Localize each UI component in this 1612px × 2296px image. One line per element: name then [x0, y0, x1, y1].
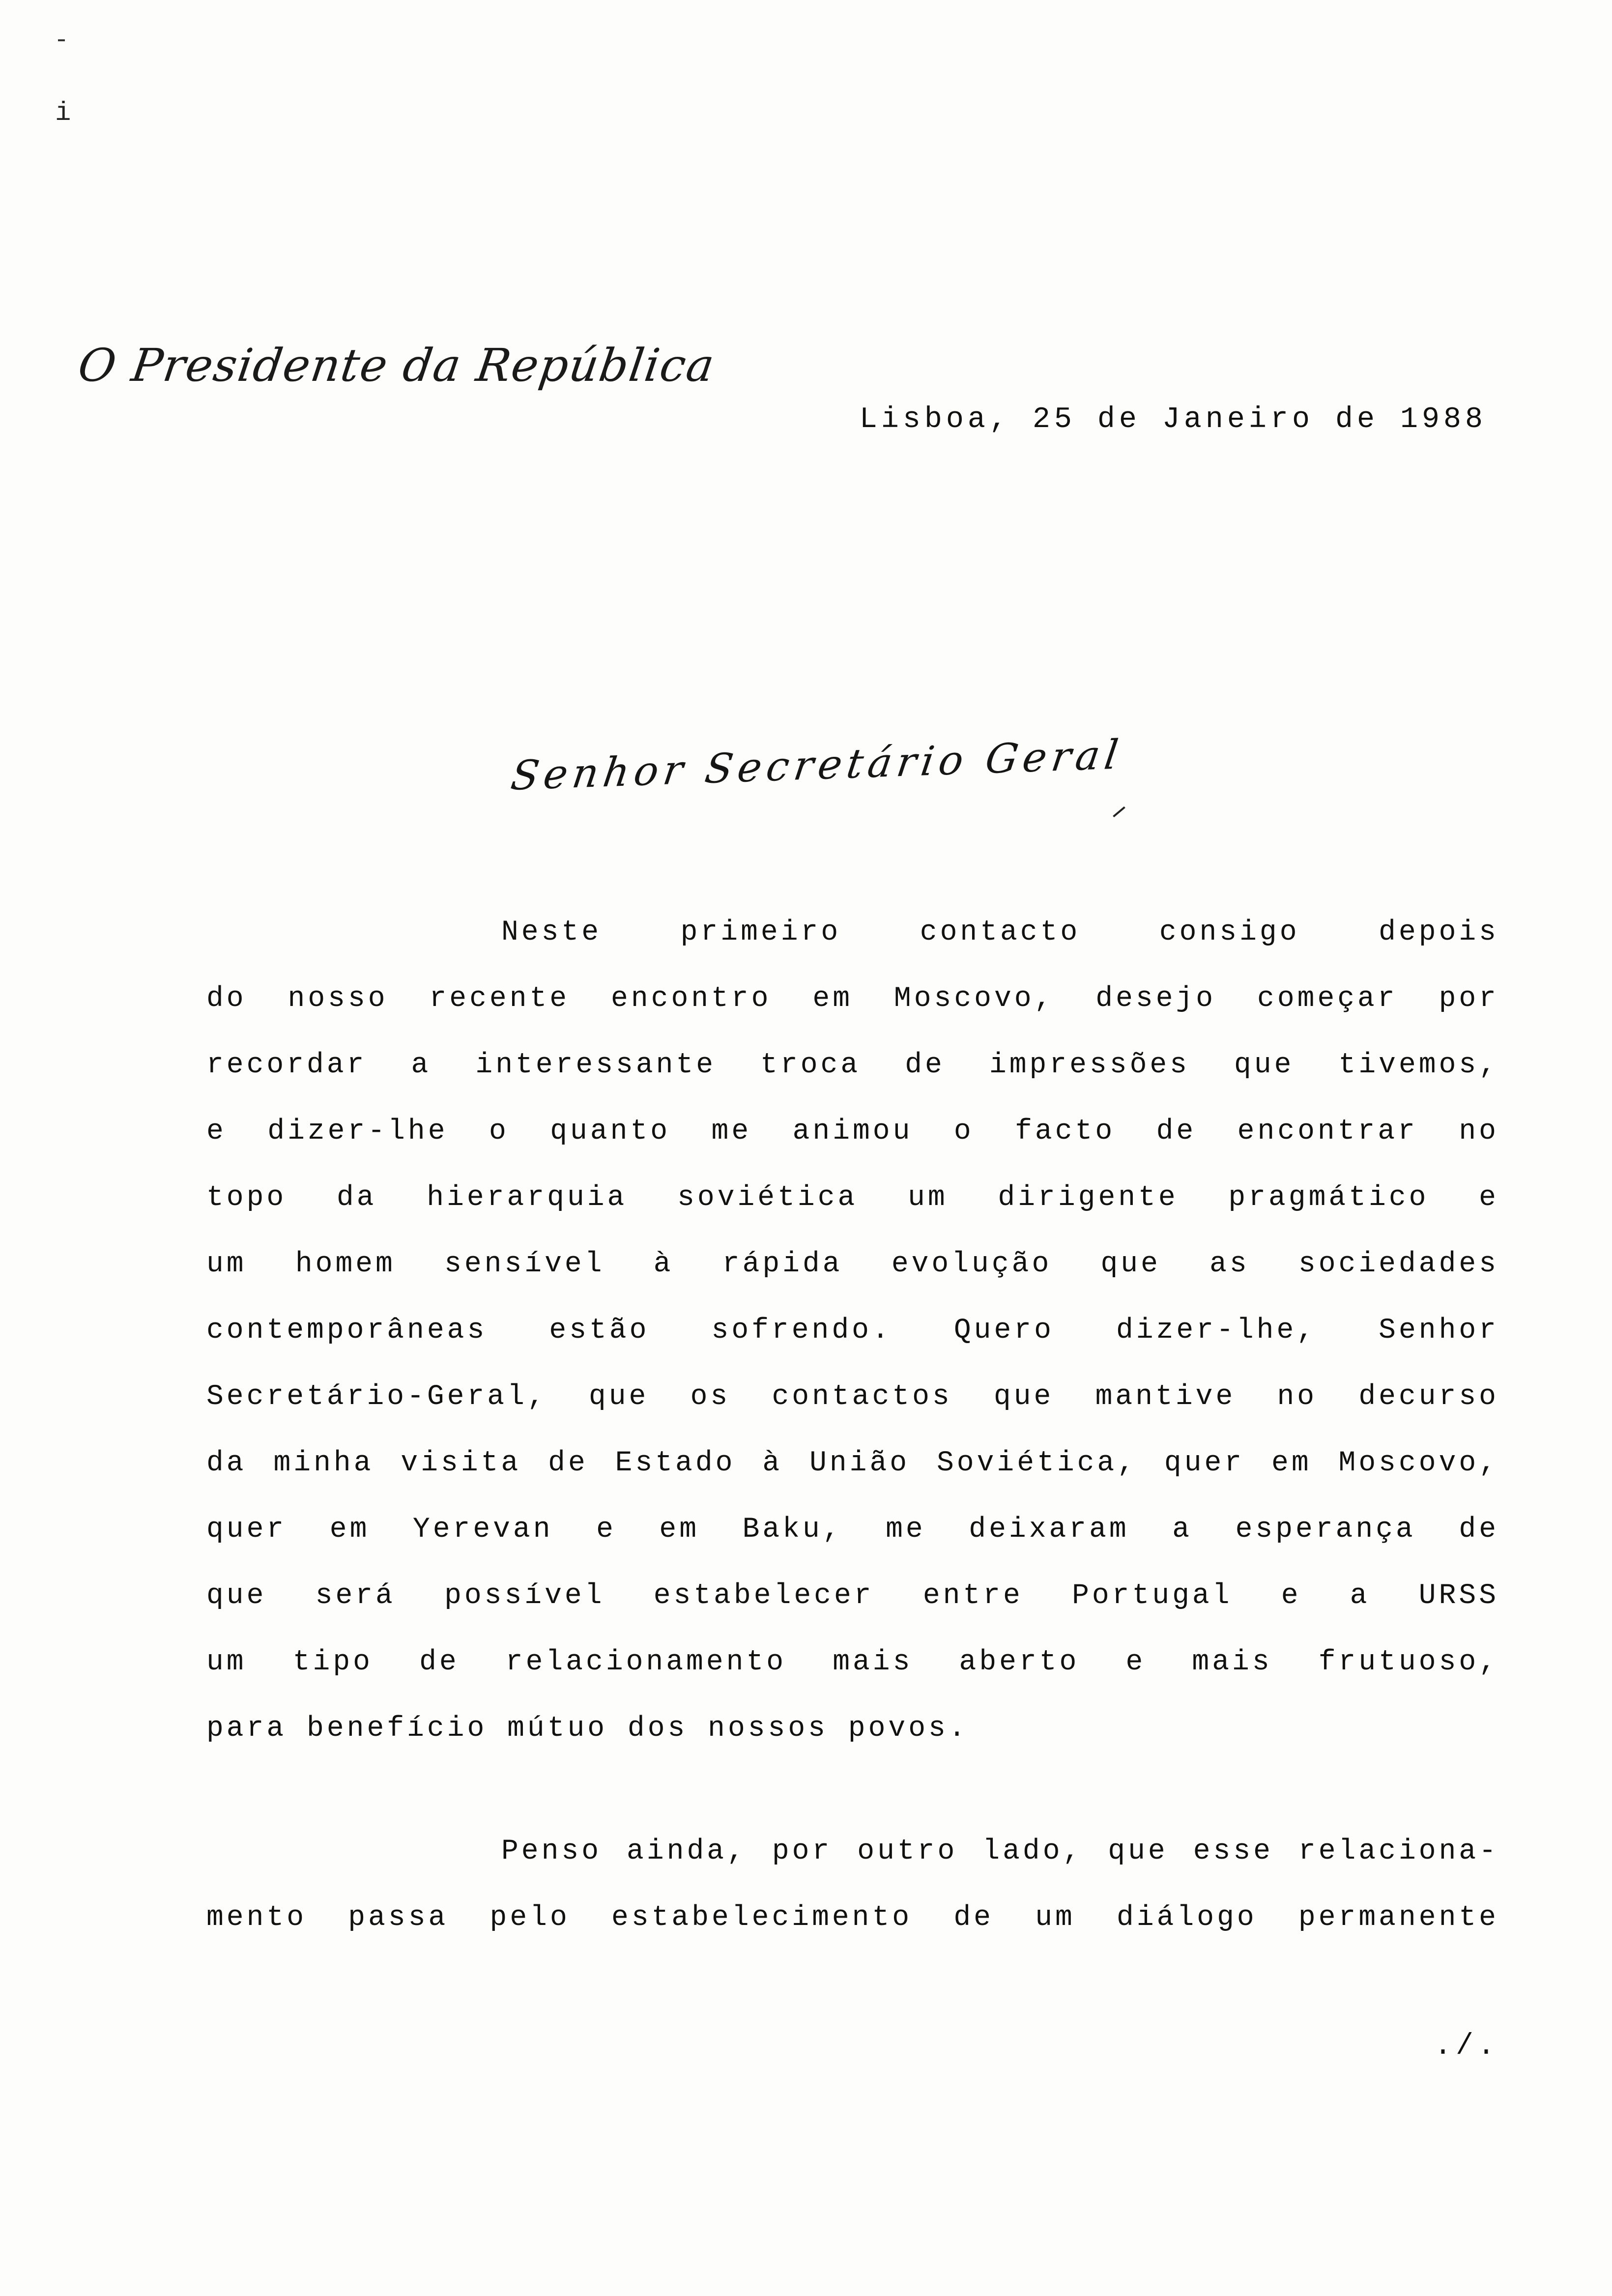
paragraph-line: um homem sensível à rápida evolução que as sociedades [206, 1248, 1499, 1280]
dateline: Lisboa, 25 de Janeiro de 1988 [859, 403, 1487, 436]
paragraph-line: que será possível estabelecer entre Portugal e a URSS [206, 1580, 1499, 1612]
paragraph-line: Neste primeiro contacto consigo depois [501, 917, 1499, 948]
corner-mark: i [55, 98, 71, 128]
paragraph-line: Secretário-Geral, que os contactos que mantive no decurso [206, 1381, 1499, 1413]
paragraph-line: do nosso recente encontro em Moscovo, desejo começar por [206, 983, 1499, 1015]
handwritten-salutation: Senhor Secretário Geral [508, 731, 1126, 800]
paragraph-line: Penso ainda, por outro lado, que esse relaciona- [501, 1836, 1499, 1867]
paragraph-line: para benefício mútuo dos nossos povos. [206, 1713, 969, 1745]
paragraph-line: mento passa pelo estabelecimento de um diálogo permanente [206, 1902, 1499, 1934]
salutation-comma [1113, 806, 1125, 817]
letterhead: O Presidente da República [75, 339, 719, 392]
corner-tick [58, 39, 65, 41]
paragraph-2 [206, 1818, 1499, 1951]
paragraph-line: contemporâneas estão sofrendo. Quero dizer-lhe, Senhor [206, 1315, 1499, 1347]
paragraph-line: um tipo de relacionamento mais aberto e mais frutuoso, [206, 1646, 1499, 1678]
paragraph-line: da minha visita de Estado à União Soviética, quer em Moscovo, [206, 1447, 1499, 1479]
paragraph-1 [206, 899, 1499, 1762]
paragraph-line: recordar a interessante troca de impressões que tivemos, [206, 1049, 1499, 1081]
continuation-mark: ./. [1434, 2030, 1499, 2063]
paragraph-line: e dizer-lhe o quanto me animou o facto de encontrar no [206, 1116, 1499, 1148]
paragraph-line: quer em Yerevan e em Baku, me deixaram a esperança de [206, 1514, 1499, 1546]
paragraph-line: topo da hierarquia soviética um dirigente pragmático e [206, 1182, 1499, 1214]
